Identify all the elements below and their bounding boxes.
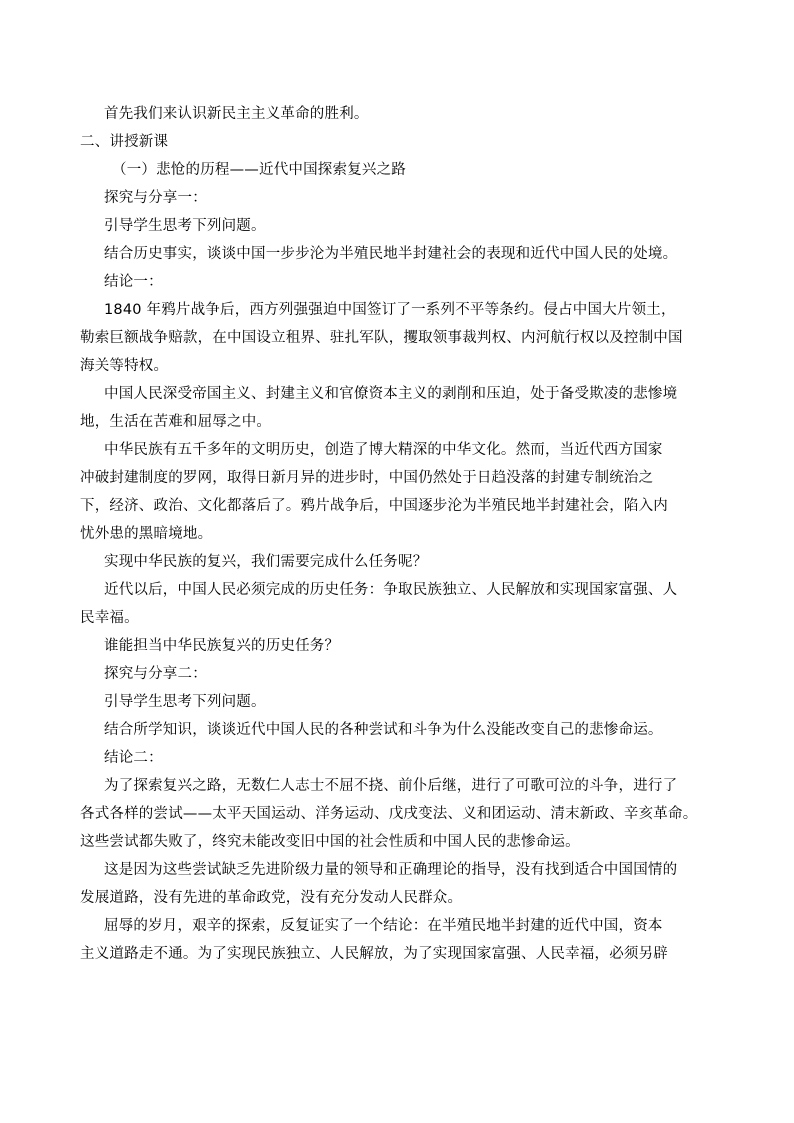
text-line: 结合所学知识，谈谈近代中国人民的各种尝试和斗争为什么没能改变自己的悲惨命运。	[104, 722, 663, 738]
text-line: 结论一：	[104, 274, 163, 290]
text-line: 1840 年鸦片战争后，西方列强强迫中国签订了一系列不平等条约。侵占中国大片领土，	[104, 302, 676, 318]
text-line: 冲破封建制度的罗网，取得日新月异的进步时，中国仍然处于日趋没落的封建专制统治之	[80, 470, 654, 486]
text-line: 首先我们来认识新民主主义革命的胜利。	[104, 106, 369, 122]
text-line: 结合历史事实，谈谈中国一步步沦为半殖民地半封建社会的表现和近代中国人民的处境。	[104, 246, 678, 262]
document-body	[80, 100, 732, 968]
text-line: 引导学生思考下列问题。	[104, 694, 266, 710]
text-line: 发展道路，没有先进的革命政党，没有充分发动人民群众。	[80, 890, 463, 906]
text-line: 二、讲授新课	[80, 134, 169, 150]
text-line: 近代以后，中国人民必须完成的历史任务：争取民族独立、人民解放和实现国家富强、人	[104, 582, 678, 598]
text-line: 海关等特权。	[80, 358, 169, 374]
text-line: 中华民族有五千多年的文明历史，创造了博大精深的中华文化。然而，当近代西方国家	[104, 442, 663, 458]
text-line: 这是因为这些尝试缺乏先进阶级力量的领导和正确理论的指导，没有找到适合中国国情的	[104, 862, 678, 878]
text-line: 这些尝试都失败了，终究未能改变旧中国的社会性质和中国人民的悲惨命运。	[80, 834, 580, 850]
text-line: 中国人民深受帝国主义、封建主义和官僚资本主义的剥削和压迫，处于备受欺凌的悲惨境	[104, 386, 678, 402]
text-line: （一）悲怆的历程——近代中国探索复兴之路	[112, 162, 406, 178]
text-line: 实现中华民族的复兴，我们需要完成什么任务呢？	[104, 554, 428, 570]
text-line: 民幸福。	[80, 610, 139, 626]
text-line: 探究与分享一：	[104, 190, 207, 206]
text-line: 勒索巨额战争赔款，在中国设立租界、驻扎军队，攫取领事裁判权、内河航行权以及控制中国	[80, 330, 683, 346]
text-line: 探究与分享二：	[104, 666, 207, 682]
text-line: 主义道路走不通。为了实现民族独立、人民解放，为了实现国家富强、人民幸福，必须另辟	[80, 946, 668, 962]
text-line: 下，经济、政治、文化都落后了。鸦片战争后，中国逐步沦为半殖民地半封建社会，陷入内	[80, 498, 668, 514]
text-line: 地，生活在苦难和屈辱之中。	[80, 414, 272, 430]
text-line: 谁能担当中华民族复兴的历史任务？	[104, 638, 340, 654]
text-line: 忧外患的黑暗境地。	[80, 526, 213, 542]
text-line: 结论二：	[104, 750, 163, 766]
text-line: 引导学生思考下列问题。	[104, 218, 266, 234]
text-line: 各式各样的尝试——太平天国运动、洋务运动、戊戌变法、义和团运动、清末新政、辛亥革命。	[80, 806, 698, 822]
text-line: 屈辱的岁月，艰辛的探索，反复证实了一个结论：在半殖民地半封建的近代中国，资本	[104, 918, 663, 934]
text-line: 为了探索复兴之路，无数仁人志士不屈不挠、前仆后继，进行了可歌可泣的斗争，进行了	[104, 778, 678, 794]
